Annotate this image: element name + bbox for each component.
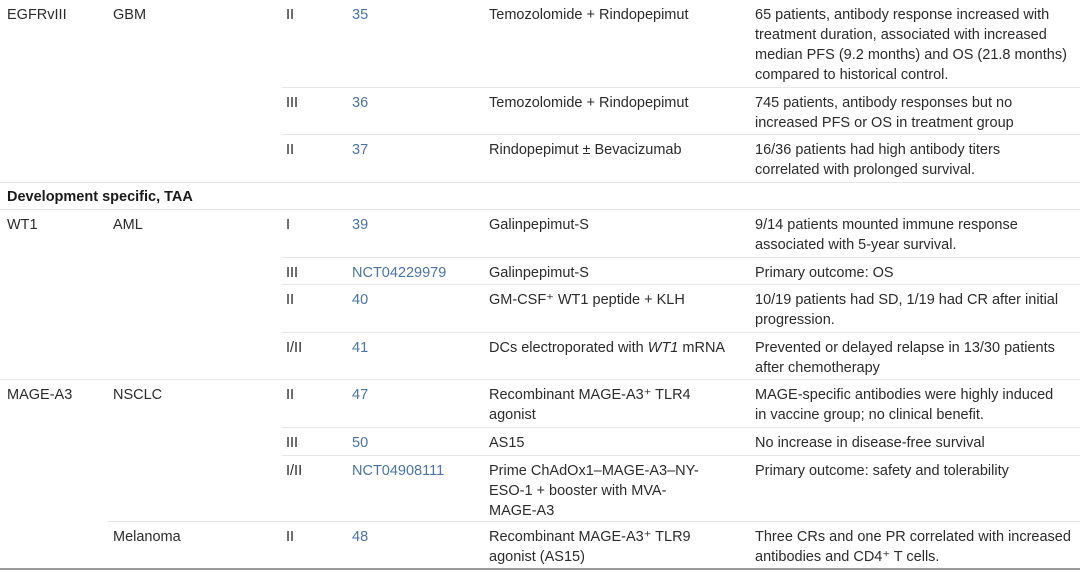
vaccine-cell	[489, 527, 691, 567]
reference-link[interactable]: 50	[352, 435, 369, 451]
vaccine-line: Prime ChAdOx1–MAGE-A3–NY-	[489, 463, 699, 479]
table-row	[0, 456, 1080, 522]
section-header-row	[0, 183, 1080, 210]
outcome-line: 745 patients, antibody responses but no	[755, 95, 1013, 111]
outcome-line: MAGE-specific antibodies were highly induced	[755, 387, 1054, 403]
table-row	[0, 428, 1080, 456]
table-row	[0, 258, 1080, 285]
outcome-line: Three CRs and one PR correlated with increased	[755, 529, 1071, 545]
outcome-cell	[755, 433, 985, 453]
reference-link[interactable]: 35	[352, 7, 369, 23]
outcome-line: associated with 5-year survival.	[755, 237, 957, 253]
reference-link[interactable]: 47	[352, 387, 369, 403]
target-cell: MAGE-A3	[7, 387, 73, 403]
vaccine-cell	[489, 215, 589, 235]
vaccine-line: agonist	[489, 407, 536, 423]
vaccine-cell	[489, 290, 685, 310]
outcome-line: treatment duration, associated with increased	[755, 27, 1047, 43]
table-row	[0, 88, 1080, 135]
phase-cell: I/II	[286, 340, 303, 356]
outcome-line: progression.	[755, 312, 835, 328]
vaccine-line: Galinpepimut-S	[489, 217, 589, 233]
vaccine-line: Galinpepimut-S	[489, 265, 589, 281]
vaccine-cell	[489, 433, 524, 453]
vaccine-line: Temozolomide + Rindopepimut	[489, 7, 689, 23]
table-row	[0, 522, 1080, 568]
vaccine-cell	[489, 93, 688, 113]
vaccine-cell	[489, 140, 682, 160]
outcome-cell	[755, 140, 1000, 180]
outcome-cell	[755, 461, 1009, 481]
reference-link[interactable]: NCT04229979	[352, 265, 447, 281]
outcome-line: after chemotherapy	[755, 360, 880, 376]
reference-link[interactable]: 39	[352, 217, 369, 233]
phase-cell: II	[286, 7, 295, 23]
outcome-cell	[755, 263, 894, 283]
phase-cell: II	[286, 529, 295, 545]
vaccine-line: MAGE-A3	[489, 503, 555, 519]
outcome-cell	[755, 527, 1071, 567]
vaccine-cell	[489, 338, 725, 358]
outcome-line: Primary outcome: safety and tolerability	[755, 463, 1009, 479]
outcome-line: median PFS (9.2 months) and OS (21.8 months)	[755, 47, 1067, 63]
target-cell: WT1	[7, 217, 38, 233]
table-row	[0, 333, 1080, 380]
reference-link[interactable]: NCT04908111	[352, 463, 445, 479]
vaccine-line: GM-CSF⁺ WT1 peptide + KLH	[489, 292, 685, 308]
vaccine-cell	[489, 461, 699, 521]
reference-link[interactable]: 36	[352, 95, 369, 111]
outcome-line: correlated with prolonged survival.	[755, 162, 976, 178]
vaccine-line: ESO-1 + booster with MVA-	[489, 483, 667, 499]
outcome-cell	[755, 290, 1058, 330]
vaccine-line: agonist (AS15)	[489, 549, 585, 565]
vaccine-line: Recombinant MAGE-A3⁺ TLR9	[489, 529, 691, 545]
reference-link[interactable]: 48	[352, 529, 369, 545]
outcome-line: Prevented or delayed relapse in 13/30 patients	[755, 340, 1055, 356]
vaccine-cell	[489, 385, 691, 425]
indication-cell: Melanoma	[113, 529, 181, 545]
outcome-line: 10/19 patients had SD, 1/19 had CR after initial	[755, 292, 1059, 308]
outcome-cell	[755, 93, 1014, 133]
outcome-line: 9/14 patients mounted immune response	[755, 217, 1018, 233]
outcome-cell	[755, 385, 1053, 425]
vaccine-line: AS15	[489, 435, 525, 451]
table-row	[0, 210, 1080, 258]
reference-link[interactable]: 41	[352, 340, 369, 356]
table-row	[0, 135, 1080, 183]
vaccine-cell	[489, 263, 589, 283]
phase-cell: II	[286, 142, 295, 158]
table-row	[0, 0, 1080, 88]
vaccine-line: Rindopepimut ± Bevacizumab	[489, 142, 682, 158]
indication-cell: AML	[113, 217, 143, 233]
table-row	[0, 380, 1080, 428]
indication-cell: GBM	[113, 7, 147, 23]
outcome-line: 65 patients, antibody response increased with	[755, 7, 1050, 23]
vaccine-line: DCs electroporated with WT1 mRNA	[489, 340, 726, 356]
outcome-line: antibodies and CD4⁺ T cells.	[755, 549, 940, 565]
phase-cell: I/II	[286, 463, 303, 479]
outcome-line: No increase in disease-free survival	[755, 435, 985, 451]
section-title: Development specific, TAA	[7, 189, 193, 205]
phase-cell: II	[286, 387, 295, 403]
target-cell: EGFRvIII	[7, 7, 67, 23]
outcome-cell	[755, 215, 1018, 255]
outcome-cell	[755, 5, 1067, 85]
phase-cell: III	[286, 435, 299, 451]
indication-cell: NSCLC	[113, 387, 163, 403]
outcome-line: in vaccine group; no clinical benefit.	[755, 407, 984, 423]
outcome-line: increased PFS or OS in treatment group	[755, 115, 1014, 131]
outcome-line: compared to historical control.	[755, 67, 949, 83]
vaccine-cell	[489, 5, 688, 25]
outcome-line: Primary outcome: OS	[755, 265, 894, 281]
table-row	[0, 285, 1080, 333]
vaccine-line: Recombinant MAGE-A3⁺ TLR4	[489, 387, 691, 403]
reference-link[interactable]: 37	[352, 142, 369, 158]
table-bottom-rule	[0, 568, 1080, 570]
reference-link[interactable]: 40	[352, 292, 369, 308]
phase-cell: II	[286, 292, 295, 308]
vaccine-line: Temozolomide + Rindopepimut	[489, 95, 689, 111]
phase-cell: III	[286, 95, 299, 111]
phase-cell: I	[286, 217, 291, 233]
outcome-line: 16/36 patients had high antibody titers	[755, 142, 1001, 158]
phase-cell: III	[286, 265, 299, 281]
outcome-cell	[755, 338, 1055, 378]
